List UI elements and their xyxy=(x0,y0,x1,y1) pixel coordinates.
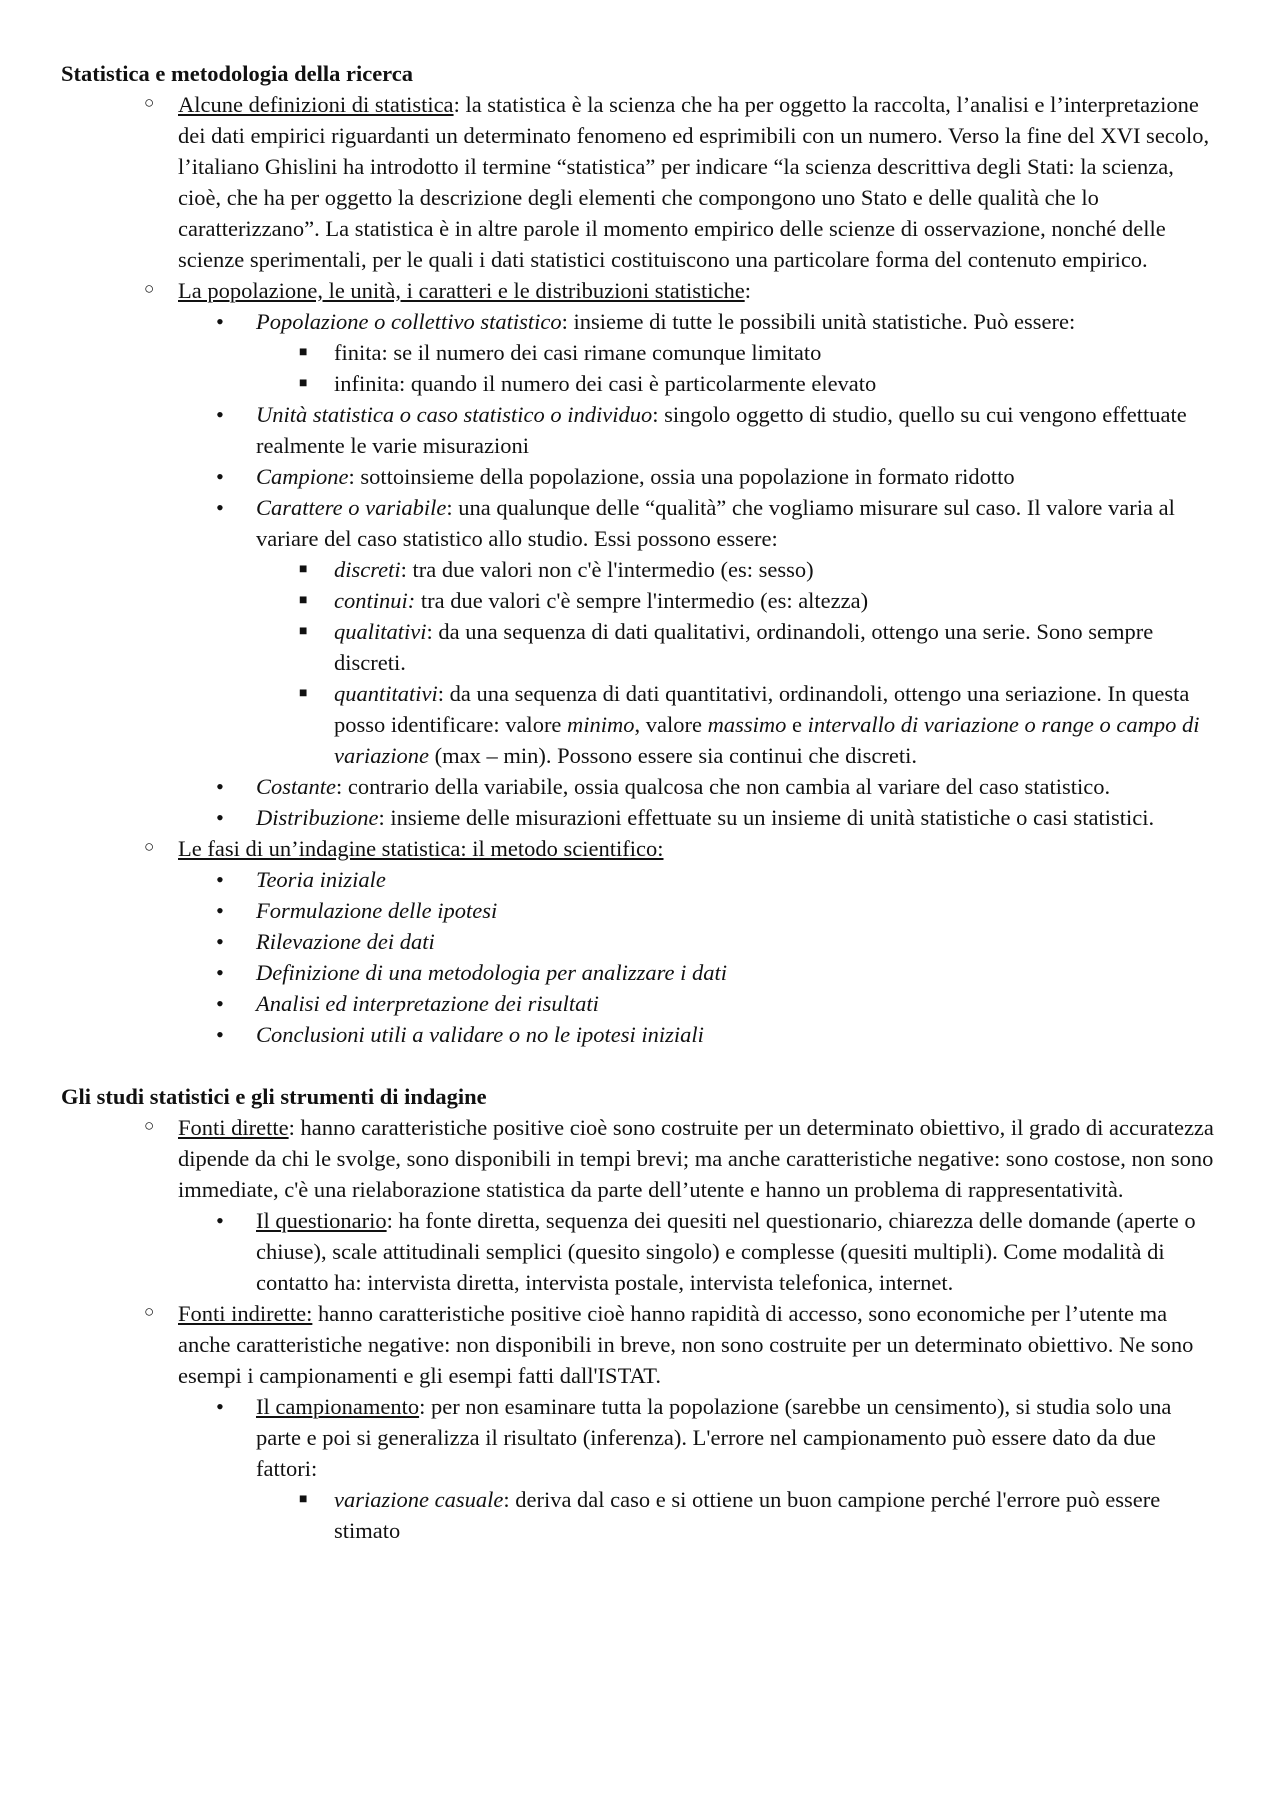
term-continui: continui: xyxy=(334,588,416,613)
list-item-costante xyxy=(216,771,1220,802)
bullet-icon: • xyxy=(216,1208,224,1233)
colon: : xyxy=(744,278,751,303)
list-item-discreti xyxy=(299,554,1220,585)
list-item-qualitativi xyxy=(299,616,1220,678)
list-item-unita xyxy=(216,399,1220,461)
bullet-icon: • xyxy=(216,402,224,427)
fase-label: Rilevazione dei dati xyxy=(256,929,435,954)
term-variazione-casuale: variazione casuale xyxy=(334,1487,504,1512)
list-item-fasi xyxy=(144,833,1220,864)
term-fasi: Le fasi di un’indagine statistica: il metodo scientifico: xyxy=(178,836,664,861)
term-minimo: minimo xyxy=(567,712,635,737)
bullet-icon: • xyxy=(216,929,224,954)
text-distribuzione: : insieme delle misurazioni effettuate su un insieme di unità statistiche o casi statistici. xyxy=(378,805,1155,830)
bullet-icon: • xyxy=(216,805,224,830)
list-item-fase xyxy=(216,957,1220,988)
text-carattere: : una qualunque delle “qualità” che vogliamo misurare sul caso. Il valore varia al variare del caso statistico allo studio. Essi possono essere: xyxy=(256,495,1175,551)
square-bullet-icon: ■ xyxy=(299,593,308,608)
list-item-distribuzione xyxy=(216,802,1220,833)
square-bullet-icon: ■ xyxy=(299,376,308,391)
term-costante: Costante xyxy=(256,774,337,799)
text-finita: finita: se il numero dei casi rimane comunque limitato xyxy=(334,340,822,365)
circle-bullet-icon: ○ xyxy=(144,1302,155,1321)
bullet-icon: • xyxy=(216,774,224,799)
text-continui: tra due valori c'è sempre l'intermedio (es: altezza) xyxy=(415,588,869,613)
term-distribuzione: Distribuzione xyxy=(256,805,379,830)
fase-label: Teoria iniziale xyxy=(256,867,386,892)
square-bullet-icon: ■ xyxy=(299,1492,308,1507)
fase-label: Conclusioni utili a validare o no le ipotesi iniziali xyxy=(256,1022,704,1047)
list-item-fase xyxy=(216,926,1220,957)
list-item-continui xyxy=(299,585,1220,616)
text-definizioni: : la statistica è la scienza che ha per oggetto la raccolta, l’analisi e l’interpretazione dei dati empirici riguardanti un determinato fenomeno ed esprimibili con un numero. Verso la fine del XVI secolo, l’italiano Ghislini ha introdotto il termine “statistica” per indicare “la scienza descrittiva degli Stati: la scienza, cioè, che ha per oggetto la descrizione degli elementi che compongono uno Stato e delle qualità che lo caratterizzano”. La statistica è in altre parole il momento empirico delle scienze di osservazione, nonché delle scienze sperimentali, per le quali i dati statistici costituiscono una particolare forma del contenuto empirico. xyxy=(178,92,1210,272)
list-item-fase xyxy=(216,988,1220,1019)
text-quantitativi-c: (max – min). Possono essere sia continui che discreti. xyxy=(429,743,918,768)
list-item-fase xyxy=(216,895,1220,926)
term-qualitativi: qualitativi xyxy=(334,619,427,644)
text-popolazione: : insieme di tutte le possibili unità statistiche. Può essere: xyxy=(561,309,1076,334)
list-item-questionario xyxy=(216,1205,1220,1298)
list-item-variazione-casuale xyxy=(299,1484,1220,1546)
term-popolazione: Popolazione o collettivo statistico xyxy=(256,309,562,334)
circle-bullet-icon: ○ xyxy=(144,279,155,298)
list-item-fase xyxy=(216,864,1220,895)
list-item-campionamento xyxy=(216,1391,1220,1484)
term-campionamento: Il campionamento xyxy=(256,1394,420,1419)
term-massimo: massimo xyxy=(707,712,787,737)
text-e: e xyxy=(786,712,808,737)
fase-label: Formulazione delle ipotesi xyxy=(256,898,498,923)
term-carattere: Carattere o variabile xyxy=(256,495,447,520)
section-title-studi: Gli studi statistici e gli strumenti di indagine xyxy=(61,1084,487,1109)
text-quantitativi-b: , valore xyxy=(634,712,708,737)
list-item-infinita xyxy=(299,368,1220,399)
bullet-icon: • xyxy=(216,495,224,520)
blank-line xyxy=(61,1050,1220,1081)
term-intervallo: intervallo di variazione o range o campo di variazione xyxy=(334,712,1200,768)
term-fonti-dirette: Fonti dirette xyxy=(178,1115,289,1140)
bullet-icon: • xyxy=(216,1394,224,1419)
term-definizioni: Alcune definizioni di statistica xyxy=(178,92,454,117)
bullet-icon: • xyxy=(216,960,224,985)
term-questionario: Il questionario xyxy=(256,1208,387,1233)
list-item-fonti-indirette xyxy=(144,1298,1220,1391)
square-bullet-icon: ■ xyxy=(299,345,308,360)
list-item-popolazione xyxy=(216,306,1220,337)
fase-label: Analisi ed interpretazione dei risultati xyxy=(256,991,599,1016)
section-title-statistica: Statistica e metodologia della ricerca xyxy=(61,61,413,86)
list-item-finita xyxy=(299,337,1220,368)
list-item-fonti-dirette xyxy=(144,1112,1220,1205)
term-fonti-indirette: Fonti indirette: xyxy=(178,1301,313,1326)
circle-bullet-icon: ○ xyxy=(144,837,155,856)
bullet-icon: • xyxy=(216,991,224,1016)
list-item-definizioni xyxy=(144,89,1220,275)
text-unita: : singolo oggetto di studio, quello su cui vengono effettuate realmente le varie misurazioni xyxy=(256,402,1187,458)
text-questionario: : ha fonte diretta, sequenza dei quesiti nel questionario, chiarezza delle domande (aperte o chiuse), scale attitudinali semplici (quesito singolo) e complesse (quesiti multipli). Come modalità di contatto ha: intervista diretta, intervista postale, intervista telefonica, internet. xyxy=(256,1208,1196,1295)
term-unita: Unità statistica o caso statistico o individuo xyxy=(256,402,653,427)
text-costante: : contrario della variabile, ossia qualcosa che non cambia al variare del caso statistico. xyxy=(336,774,1111,799)
circle-bullet-icon: ○ xyxy=(144,1116,155,1135)
term-popolazione-unita: La popolazione, le unità, i caratteri e le distribuzioni statistiche xyxy=(178,278,745,303)
bullet-icon: • xyxy=(216,867,224,892)
term-discreti: discreti xyxy=(334,557,401,582)
circle-bullet-icon: ○ xyxy=(144,93,155,112)
square-bullet-icon: ■ xyxy=(299,562,308,577)
square-bullet-icon: ■ xyxy=(299,686,308,701)
list-item-campione xyxy=(216,461,1220,492)
term-quantitativi: quantitativi xyxy=(334,681,438,706)
square-bullet-icon: ■ xyxy=(299,624,308,639)
bullet-icon: • xyxy=(216,309,224,334)
list-item-popolazione-unita xyxy=(144,275,1220,306)
text-quantitativi-a: : da una sequenza di dati quantitativi, ordinandoli, ottengo una seriazione. In questa posso identificare: valore xyxy=(334,681,1190,737)
text-fonti-indirette: hanno caratteristiche positive cioè hanno rapidità di accesso, sono economiche per l’utente ma anche caratteristiche negative: non disponibili in breve, non sono costruite per un determinato obiettivo. Ne sono esempi i campionamenti e gli esempi fatti dall'ISTAT. xyxy=(178,1301,1194,1388)
text-campione: : sottoinsieme della popolazione, ossia una popolazione in formato ridotto xyxy=(348,464,1015,489)
bullet-icon: • xyxy=(216,1022,224,1047)
bullet-icon: • xyxy=(216,464,224,489)
bullet-icon: • xyxy=(216,898,224,923)
text-discreti: : tra due valori non c'è l'intermedio (es: sesso) xyxy=(400,557,814,582)
text-qualitativi: : da una sequenza di dati qualitativi, ordinandoli, ottengo una serie. Sono sempre discreti. xyxy=(334,619,1154,675)
text-infinita: infinita: quando il numero dei casi è particolarmente elevato xyxy=(334,371,877,396)
text-campionamento: : per non esaminare tutta la popolazione (sarebbe un censimento), si studia solo una parte e poi si generalizza il risultato (inferenza). L'errore nel campionamento può essere dato da due fattori: xyxy=(256,1394,1172,1481)
fase-label: Definizione di una metodologia per analizzare i dati xyxy=(256,960,728,985)
text-fonti-dirette: : hanno caratteristiche positive cioè sono costruite per un determinato obiettivo, il grado di accuratezza dipende da chi le svolge, sono disponibili in tempi brevi; ma anche caratteristiche negative: sono costose, non sono immediate, c'è una rielaborazione statistica da parte dell’utente e hanno un problema di rappresentatività. xyxy=(178,1115,1214,1202)
list-item-fase xyxy=(216,1019,1220,1050)
list-item-carattere xyxy=(216,492,1220,554)
term-campione: Campione xyxy=(256,464,349,489)
list-item-quantitativi xyxy=(299,678,1220,771)
text-variazione-casuale: : deriva dal caso e si ottiene un buon campione perché l'errore può essere stimato xyxy=(334,1487,1161,1543)
